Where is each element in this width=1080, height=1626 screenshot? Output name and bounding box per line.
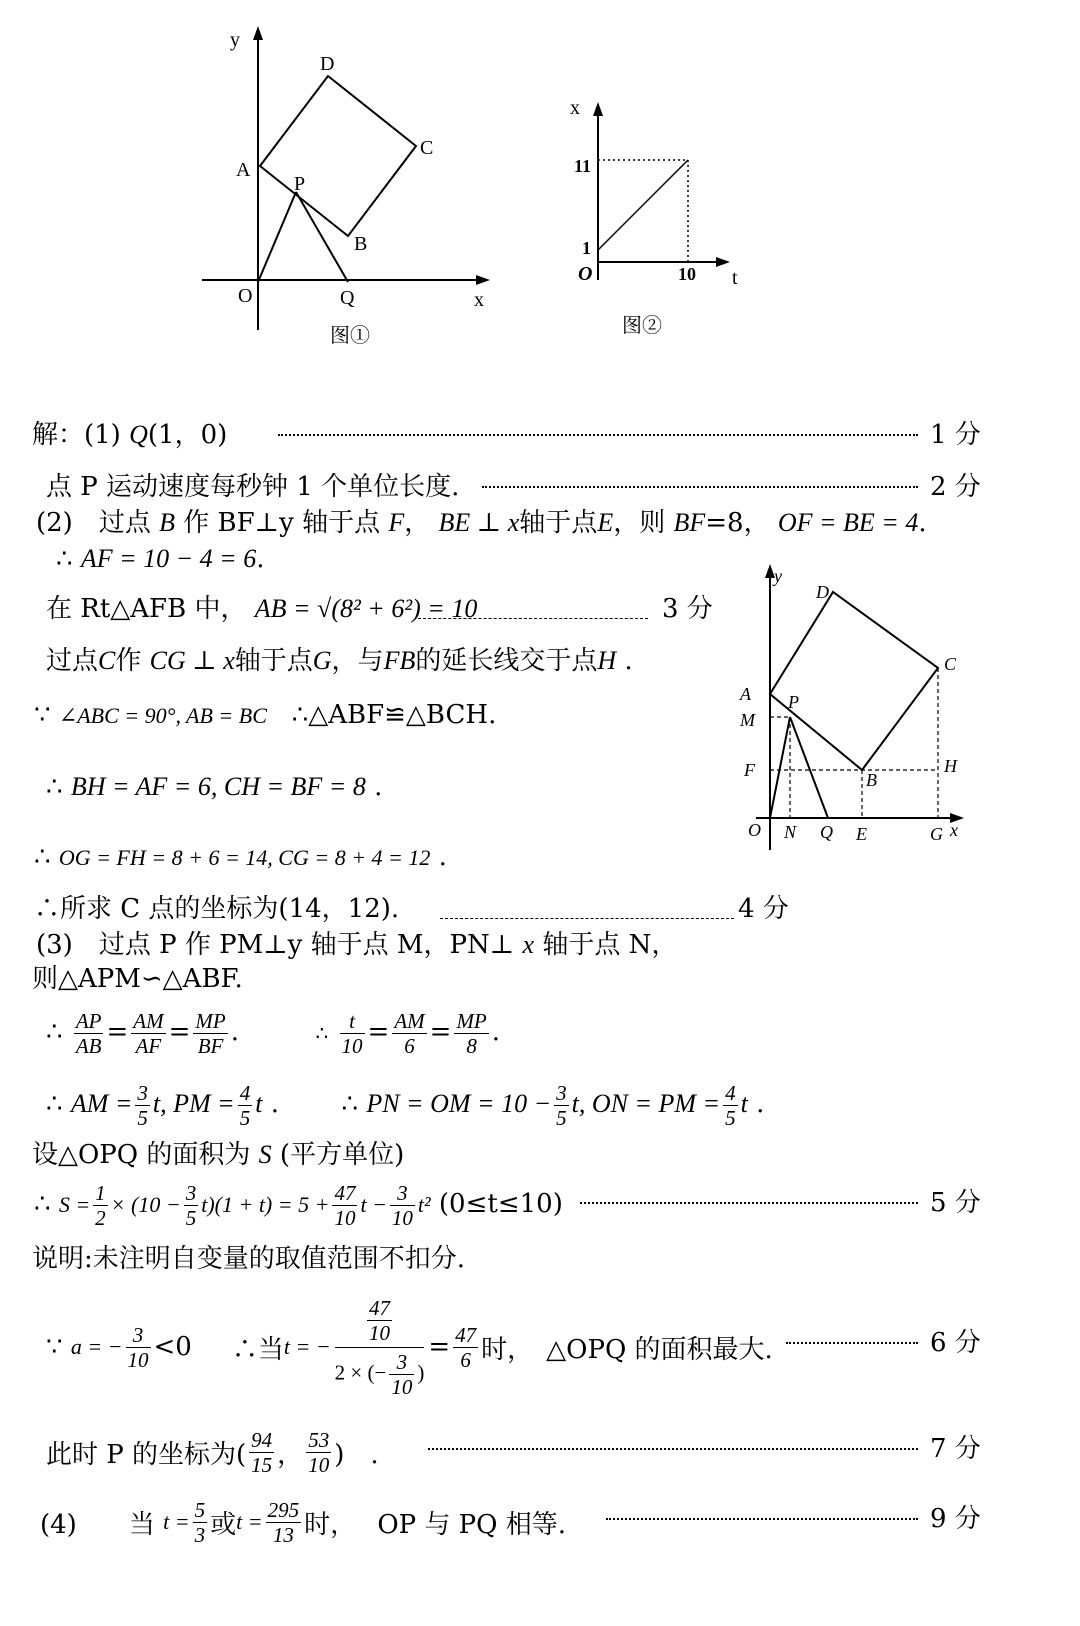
expr: ∠ABC = 90°, AB = BC [58, 703, 267, 728]
solution-line-8 [46, 770, 382, 804]
therefore-symbol: ∴ [315, 1021, 329, 1045]
solution-line-10: ∴所求 C 点的坐标为(14，12). [34, 894, 400, 924]
text: 轴于点 [234, 646, 313, 676]
text: 作 BF⊥y 轴于点 [183, 508, 381, 538]
expr: t − [360, 1192, 387, 1217]
dot-leader [606, 1518, 918, 1520]
fig3-label-c: C [944, 654, 957, 674]
text: 作 [115, 646, 142, 676]
fraction [723, 1081, 738, 1130]
fig2-label-10: 10 [678, 264, 696, 284]
expr: CG ⊥ x [149, 646, 235, 675]
fraction [554, 1081, 569, 1130]
numerator: MP [195, 1008, 226, 1033]
denominator: 10 [308, 1452, 330, 1477]
text: . [230, 1017, 239, 1047]
score-6: 6 分 [930, 1328, 981, 1358]
text: (3) 过点 P 作 PM⊥y 轴于点 M，PN⊥ [36, 930, 515, 960]
denominator: 5 [239, 1105, 251, 1130]
fig3-label-g: G [930, 824, 943, 844]
fraction [454, 1009, 488, 1058]
fig1-square-abcd [260, 76, 416, 236]
expr: t [255, 1089, 263, 1118]
numerator: t [340, 1009, 365, 1034]
fig1-label-y: y [230, 29, 240, 51]
numerator: AP [75, 1008, 102, 1033]
fig1-segment-op [258, 192, 296, 282]
var-q: Q [129, 420, 148, 449]
solution-line-20 [40, 1494, 566, 1550]
denominator: 5 [556, 1105, 567, 1130]
fig2-caption: 图② [622, 315, 662, 337]
denominator: 10 [334, 1205, 356, 1230]
fig1-label-b: B [354, 233, 368, 255]
solution-line-6 [46, 644, 633, 678]
text: =8， [705, 508, 770, 538]
numerator: 47 [455, 1322, 477, 1347]
fig3-label-e: E [856, 824, 867, 844]
text: 设△OPQ 的面积为 [32, 1140, 251, 1170]
text: . [624, 646, 633, 676]
dot-leader [428, 1448, 918, 1450]
therefore-symbol: ∴ [46, 1089, 63, 1119]
expr: S = [58, 1192, 91, 1217]
dot-leader [482, 486, 918, 488]
fig3-segment-op [770, 717, 790, 818]
var-f: F [388, 508, 405, 537]
numerator: AM [133, 1008, 164, 1033]
fig1-segment-pq [296, 192, 348, 282]
solution-line-2: 点 P 运动速度每秒钟 1 个单位长度. [46, 472, 460, 502]
text: ) [417, 1359, 425, 1384]
solution-line-14 [46, 1076, 764, 1132]
fig3-label-d: D [816, 582, 829, 602]
denominator: 5 [725, 1105, 736, 1130]
text: <0 [153, 1332, 192, 1362]
denominator: AF [135, 1033, 162, 1058]
var-g: G [312, 646, 332, 675]
figure-2 [560, 80, 760, 350]
domain-range: (0≤t≤10) [438, 1189, 563, 1219]
fig3-label-y: y [774, 566, 782, 586]
solution-line-17: 说明:未注明自变量的取值范围不扣分. [32, 1244, 466, 1274]
solution-line-12: 则△APM∽△ABF. [32, 964, 243, 994]
fig1-label-a: A [236, 159, 251, 181]
denominator: 10 [369, 1320, 391, 1345]
compound-fraction [335, 1296, 425, 1399]
text: . [438, 842, 447, 872]
denominator: 6 [460, 1347, 471, 1372]
fig3-segment-pq [790, 717, 828, 818]
expr: t = [236, 1509, 263, 1534]
numerator [335, 1296, 425, 1348]
fraction [74, 1009, 104, 1058]
fig2-label-t: t [732, 267, 738, 289]
fraction [93, 1181, 108, 1230]
numerator: 3 [185, 1180, 197, 1205]
fig1-x-arrow [476, 275, 490, 285]
therefore-symbol: ∴ [341, 1089, 359, 1119]
text: 轴于点 [519, 508, 598, 538]
fig3-label-n: N [784, 822, 797, 842]
solution-line-19 [46, 1424, 379, 1480]
denominator: 3 [194, 1522, 206, 1547]
text: (2) 过点 [36, 508, 151, 538]
numerator: AM [394, 1008, 425, 1033]
dashed-leader [440, 918, 734, 919]
fraction [392, 1009, 426, 1058]
fig3-label-p: P [788, 692, 799, 712]
numerator: 3 [389, 1350, 414, 1375]
expr: t = − [283, 1334, 331, 1359]
fraction [453, 1323, 478, 1372]
expr: t = [163, 1509, 190, 1534]
numerator: 94 [251, 1427, 273, 1452]
denominator [335, 1348, 425, 1399]
score-5: 5 分 [930, 1188, 981, 1218]
expr: AM = [70, 1089, 133, 1118]
fig1-caption: 图① [330, 325, 370, 347]
fig2-label-11: 11 [574, 156, 592, 176]
solution-line-5 [46, 592, 477, 626]
expr: BE ⊥ x [438, 508, 520, 537]
dot-leader [786, 1342, 918, 1344]
text: 在 Rt△AFB 中， [46, 594, 247, 624]
var-c: C [98, 646, 116, 675]
because-symbol: ∵ [34, 700, 51, 730]
solution-line-11 [36, 928, 677, 962]
fraction [266, 1498, 302, 1547]
fraction [131, 1009, 165, 1058]
denominator: 10 [391, 1374, 413, 1399]
text: ，与 [331, 646, 384, 676]
fig3-label-b: B [866, 770, 877, 790]
numerator: 3 [390, 1181, 415, 1206]
text: . [256, 544, 265, 574]
text: ， [277, 1439, 304, 1470]
text: ∴当 [231, 1334, 284, 1365]
text: 时， △OPQ 的面积最大. [481, 1334, 773, 1365]
solution-line-15 [32, 1138, 404, 1172]
because-symbol: ∵ [46, 1332, 63, 1362]
fraction [249, 1428, 274, 1477]
text: 2 × (− [334, 1359, 387, 1384]
text: 此时 P 的坐标为( [46, 1439, 247, 1470]
fraction [389, 1350, 414, 1399]
denominator: BF [197, 1033, 224, 1058]
fig1-label-o: O [238, 285, 253, 307]
fig2-line [598, 160, 688, 250]
expr: AF = 10 − 4 = 6 [80, 544, 257, 573]
expr: t² [417, 1192, 431, 1217]
fig1-label-p: P [294, 173, 306, 195]
fraction [238, 1081, 253, 1130]
numerator: 5 [194, 1497, 206, 1522]
text: ， [404, 508, 431, 538]
expr: t, ON = PM = [571, 1089, 721, 1118]
therefore-symbol: ∴ [34, 842, 51, 872]
text: . [374, 772, 383, 802]
fraction [332, 1181, 357, 1230]
text: ) . [334, 1439, 379, 1470]
denominator: 2 [95, 1205, 106, 1230]
var-e: E [597, 508, 614, 537]
numerator: 4 [725, 1080, 736, 1105]
fig2-label-1: 1 [582, 238, 591, 258]
therefore-symbol: ∴ [46, 1017, 63, 1047]
denominator: 5 [137, 1105, 148, 1130]
numerator: 47 [369, 1295, 391, 1320]
text: ∴△ABF≌△BCH. [291, 700, 497, 730]
solution-line-4 [56, 542, 264, 576]
therefore-symbol: ∴ [34, 1189, 51, 1219]
expr: t, PM = [152, 1089, 235, 1118]
score-2: 2 分 [930, 472, 981, 502]
denominator: 10 [341, 1033, 363, 1058]
part-1-label: 解：(1) [32, 420, 121, 450]
therefore-symbol: ∴ [56, 544, 73, 574]
denominator: 13 [272, 1522, 294, 1547]
denominator: 15 [251, 1452, 273, 1477]
solution-line-7 [34, 698, 496, 733]
text: = [428, 1332, 451, 1362]
fraction [367, 1296, 392, 1345]
fig3-label-q: Q [820, 822, 833, 842]
score-1: 1 分 [930, 420, 981, 450]
numerator: MP [456, 1008, 487, 1033]
numerator: 53 [308, 1427, 330, 1452]
denominator: 5 [185, 1205, 197, 1230]
text: 时， OP 与 PQ 相等. [304, 1509, 567, 1540]
fig3-label-f: F [744, 760, 755, 780]
var-h: H [597, 646, 617, 675]
text: (平方单位) [279, 1140, 405, 1170]
denominator: 10 [127, 1347, 149, 1372]
expr: PN = OM = 10 − [366, 1089, 552, 1118]
solution-line-13: ∴ $\frac{AP}{AB}$ = $\frac{AM}{AF}$ = $\frac{MP}{BF}$ . ∴ $\frac{t}{10}$ = $\frac{AM}{6}$ = $\frac{MP}{8}$ . [46, 1008, 501, 1058]
fraction [193, 1009, 227, 1058]
fig1-label-d: D [320, 53, 335, 75]
var-x: x [522, 930, 535, 959]
score-3: 3 分 [662, 594, 713, 624]
numerator: 4 [239, 1080, 251, 1105]
expr: BH = AF = 6, CH = BF = 8 [70, 772, 366, 801]
fig2-t-arrow [716, 257, 730, 267]
text: 或 [210, 1509, 237, 1540]
score-9: 9 分 [930, 1504, 981, 1534]
figure-3 [730, 560, 970, 860]
expr: a = − [70, 1334, 123, 1359]
fraction [126, 1323, 151, 1372]
numerator: 1 [95, 1180, 106, 1205]
fig3-label-o: O [748, 820, 761, 840]
expr: t [740, 1089, 748, 1118]
figure-1 [190, 20, 510, 360]
expr: AB = √(8² + 6²) = 10 [254, 594, 478, 623]
var-b: B [159, 508, 175, 537]
q-coordinate: (1，0) [147, 420, 228, 450]
fig2-x-arrow [593, 102, 603, 116]
score-7: 7 分 [930, 1434, 981, 1464]
fraction [184, 1181, 199, 1230]
solution-line-1 [32, 418, 227, 452]
fig3-label-m: M [740, 710, 755, 730]
dot-leader [278, 434, 918, 436]
numerator: 3 [556, 1080, 567, 1105]
fig3-label-a: A [740, 684, 751, 704]
expr: OF = BE = 4 [777, 508, 919, 537]
solution-line-9 [34, 840, 447, 875]
numerator: 3 [126, 1323, 151, 1348]
var-fb: FB [383, 646, 416, 675]
expr: BF [673, 508, 706, 537]
fig3-square-abcd [770, 592, 938, 770]
expr: OG = FH = 8 + 6 = 14, CG = 8 + 4 = 12 [58, 845, 431, 870]
text: 轴于点 N， [542, 930, 678, 960]
fig3-label-h: H [944, 756, 957, 776]
denominator: AB [75, 1033, 102, 1058]
fraction [390, 1181, 415, 1230]
fraction [306, 1428, 331, 1477]
fig1-y-arrow [253, 26, 263, 40]
fig1-label-x: x [474, 289, 484, 311]
fig1-label-q: Q [340, 287, 355, 309]
solution-line-16 [34, 1176, 563, 1233]
text: . [756, 1089, 765, 1119]
text: . [270, 1089, 279, 1119]
numerator: 3 [137, 1080, 148, 1105]
text: (4) 当 [40, 1509, 155, 1540]
expr: t)(1 + t) = 5 + [201, 1192, 330, 1217]
solution-line-18 [46, 1292, 773, 1402]
dot-leader [580, 1202, 918, 1204]
fig2-label-x: x [570, 97, 580, 119]
text: 过点 [46, 646, 99, 676]
fig2-label-o: O [578, 263, 593, 285]
denominator: 6 [404, 1033, 415, 1058]
text: ，则 [613, 508, 666, 538]
fraction [135, 1081, 150, 1130]
numerator: 295 [267, 1497, 300, 1522]
fig3-label-x: x [950, 820, 958, 840]
text: . [918, 508, 927, 538]
fraction [340, 1009, 365, 1058]
fraction [193, 1498, 208, 1547]
denominator: 10 [391, 1205, 413, 1230]
text: . [491, 1017, 501, 1047]
solution-line-3 [36, 506, 927, 540]
dashed-leader [418, 618, 648, 619]
fig1-label-c: C [420, 137, 434, 159]
expr: × (10 − [110, 1192, 181, 1217]
therefore-symbol: ∴ [46, 772, 63, 802]
score-4: 4 分 [738, 894, 789, 924]
denominator: 8 [466, 1033, 477, 1058]
text: 的延长线交于点 [415, 646, 598, 676]
var-s: S [258, 1140, 272, 1169]
numerator: 47 [334, 1180, 356, 1205]
